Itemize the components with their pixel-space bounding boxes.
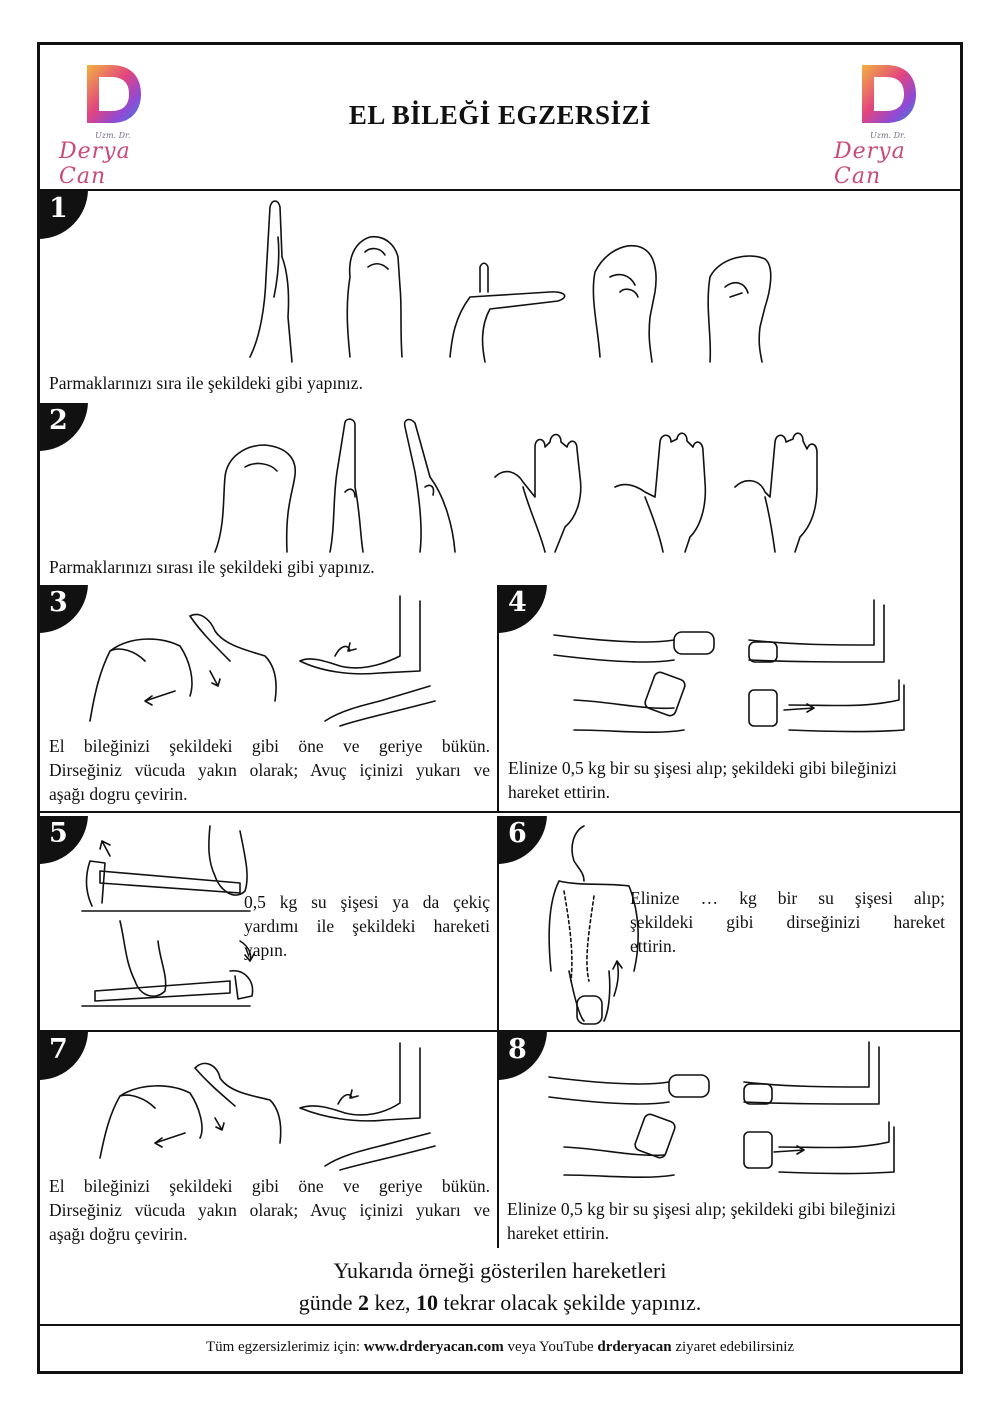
exercise-5 — [40, 816, 499, 1032]
website-link[interactable]: www.drderyacan.com — [363, 1339, 504, 1355]
exercise-number: 4 — [497, 585, 547, 633]
wrist-bend-illustration — [100, 1038, 480, 1178]
exercise-number: 2 — [40, 403, 88, 451]
instruction-line-2: günde 2 kez, 10 tekrar olacak şekilde yapınız. — [298, 1290, 702, 1315]
exercise-caption: şekildeki gibi dirseğinizi hareket — [630, 912, 945, 932]
logo-right — [830, 59, 950, 189]
exercise-number: 3 — [40, 585, 88, 633]
logo-subtitle: Uzm. Dr. — [95, 131, 131, 140]
footer — [40, 1326, 960, 1371]
youtube-channel-link[interactable]: drderyacan — [597, 1339, 672, 1355]
exercise-caption: El bileğinizi şekildeki gibi öne ve geriye bükün. — [49, 736, 490, 756]
exercise-number: 7 — [40, 1032, 88, 1080]
exercise-caption: hareket ettirin. — [507, 1223, 610, 1243]
exercise-number: 6 — [497, 816, 547, 864]
exercise-caption: Dirseğiniz vücuda yakın olarak; Avuç içinizi yukarı ve — [49, 760, 490, 780]
exercise-caption: Parmaklarınızı sırası ile şekildeki gibi yapınız. — [49, 557, 375, 577]
exercise-caption: El bileğinizi şekildeki gibi öne ve geriye bükün. — [49, 1176, 490, 1196]
page-title: EL BİLEĞİ EGZERSİZİ — [348, 100, 652, 130]
finger-exercise-illustration — [205, 417, 825, 557]
bottle-wrist-illustration — [544, 590, 944, 750]
times-per-day: 2 — [357, 1290, 369, 1315]
exercise-caption: Dirseğiniz vücuda yakın olarak; Avuç içinizi yukarı ve — [49, 1200, 490, 1220]
exercise-8 — [497, 1032, 960, 1250]
logo-subtitle: Uzm. Dr. — [870, 131, 906, 140]
logo-name: Derya Can — [59, 139, 131, 189]
header — [40, 45, 960, 191]
footer-text: Tüm egzersizlerimiz için: www.drderyacan.com veya YouTube drderyacan ziyaret edebilirsiniz — [205, 1339, 795, 1355]
exercise-caption: ettirin. — [630, 936, 677, 956]
exercise-2 — [40, 403, 960, 587]
worksheet-frame — [37, 42, 963, 1374]
exercise-caption: Elinize 0,5 kg bir su şişesi alıp; şekildeki gibi bileğinizi — [508, 758, 897, 778]
exercise-4 — [497, 585, 960, 813]
exercise-number: 8 — [497, 1032, 547, 1080]
exercise-caption: aşağı dogru çevirin. — [49, 784, 188, 804]
exercise-caption: yapın. — [244, 940, 288, 960]
exercise-3 — [40, 585, 499, 813]
exercise-caption: hareket ettirin. — [508, 782, 611, 802]
exercise-number: 1 — [40, 191, 88, 239]
bottle-wrist-illustration — [539, 1037, 939, 1187]
exercise-1 — [40, 191, 960, 405]
logo-name: Derya Can — [834, 139, 906, 189]
exercise-7 — [40, 1032, 499, 1250]
exercise-caption: 0,5 kg su şişesi ya da çekiç — [244, 892, 490, 912]
instruction-line-1: Yukarıda örneği gösterilen hareketleri — [333, 1258, 667, 1283]
exercise-caption: Parmaklarınızı sıra ile şekildeki gibi yapınız. — [49, 373, 363, 393]
exercise-caption: yardımı ile şekildeki hareketi — [244, 916, 490, 936]
instruction-box — [40, 1248, 960, 1326]
wrist-bend-illustration — [90, 591, 470, 731]
logo-mark-icon — [858, 63, 918, 125]
exercise-number: 5 — [40, 816, 88, 864]
exercise-caption: aşağı doğru çevirin. — [49, 1224, 188, 1244]
exercise-caption: Elinize … kg bir su şişesi alıp; — [630, 888, 945, 908]
exercise-caption: Elinize 0,5 kg bir su şişesi alıp; şekildeki gibi bileğinizi — [507, 1199, 896, 1219]
exercise-6 — [497, 816, 960, 1032]
finger-exercise-illustration — [230, 197, 790, 377]
repetitions: 10 — [416, 1290, 438, 1315]
